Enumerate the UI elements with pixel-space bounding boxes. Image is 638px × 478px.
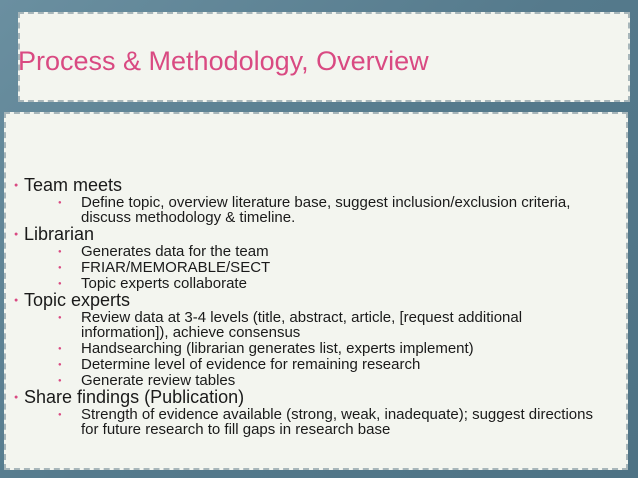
sub-list bbox=[14, 195, 594, 225]
sub-bullet: ● Handsearching (librarian generates list, experts implement) bbox=[14, 341, 594, 356]
sub-bullet: ● Review data at 3-4 levels (title, abstract, article, [request additional information]), achieve consensus bbox=[14, 310, 594, 340]
sub-bullet: ● Generates data for the team bbox=[14, 244, 594, 259]
bullet-label: ● Team meets bbox=[14, 176, 594, 194]
list-item-team-meets bbox=[14, 176, 594, 225]
sub-list bbox=[14, 407, 594, 437]
sub-bullet: ● FRIAR/MEMORABLE/SECT bbox=[14, 260, 594, 275]
bullet-label: ● Librarian bbox=[14, 225, 594, 243]
bullet-label: ● Topic experts bbox=[14, 291, 594, 309]
sub-bullet: ● Generate review tables bbox=[14, 373, 594, 388]
sub-bullet: ● Determine level of evidence for remaining research bbox=[14, 357, 594, 372]
sub-bullet: ● Topic experts collaborate bbox=[14, 276, 594, 291]
bullet-list bbox=[14, 176, 594, 437]
list-item-librarian bbox=[14, 225, 594, 291]
sub-bullet: ● Strength of evidence available (strong, weak, inadequate); suggest directions for future research to fill gaps in research base bbox=[14, 407, 594, 437]
bullet-label: ● Share findings (Publication) bbox=[14, 388, 594, 406]
sub-bullet: ● Define topic, overview literature base, suggest inclusion/exclusion criteria, discuss methodology & timeline. bbox=[14, 195, 594, 225]
sub-list bbox=[14, 310, 594, 388]
sub-list bbox=[14, 244, 594, 291]
list-item-share-findings bbox=[14, 388, 594, 437]
list-item-topic-experts bbox=[14, 291, 594, 388]
slide-title: Process & Methodology, Overview bbox=[18, 46, 429, 76]
